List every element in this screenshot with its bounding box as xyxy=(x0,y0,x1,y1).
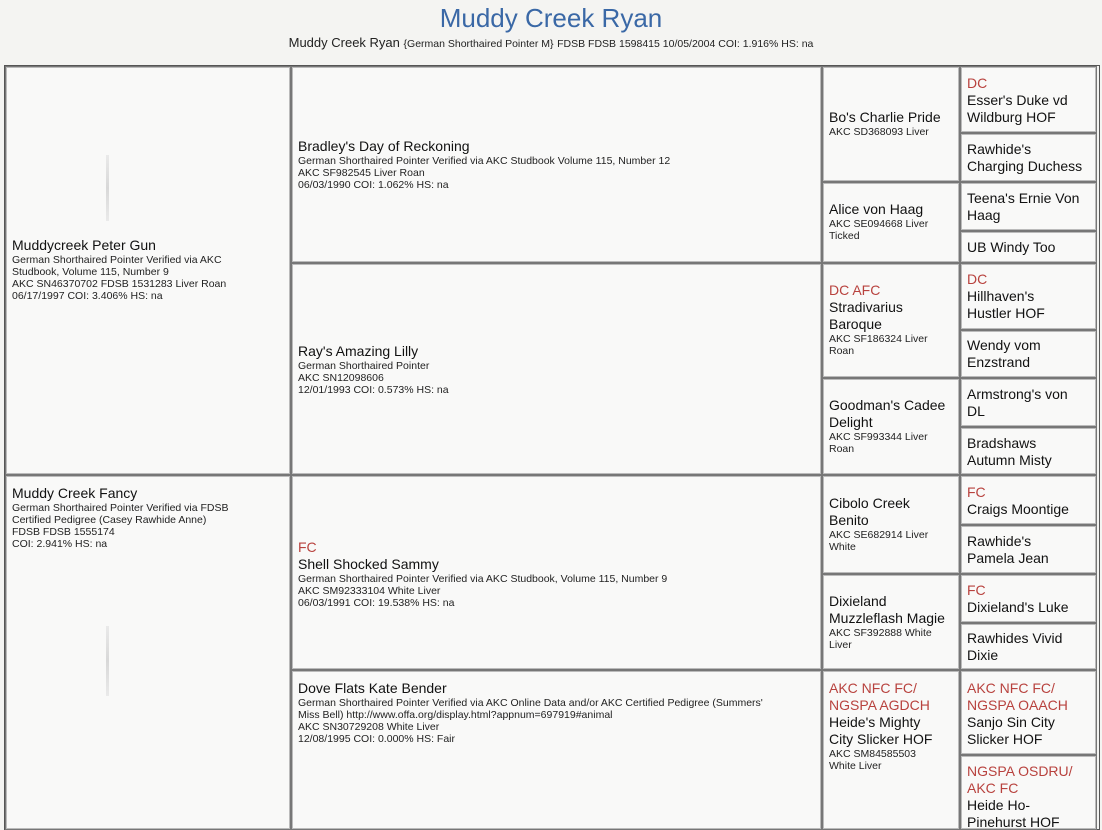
sire-dam-name: Ray's Amazing Lilly xyxy=(298,343,419,359)
dam-cell[interactable] xyxy=(5,475,291,830)
gen4-ub-windy-too[interactable] xyxy=(960,231,1097,263)
dam-dam-cell[interactable] xyxy=(291,670,822,830)
gen4-essers-duke[interactable] xyxy=(960,66,1097,133)
gen3-dss-info1: AKC SE682914 Liver xyxy=(829,529,929,541)
gen4-rawhides-vivid-dixie[interactable] xyxy=(960,623,1097,670)
dam-dam-registration: AKC SN30729208 White Liver xyxy=(298,721,440,733)
dam-dam-name: Dove Flats Kate Bender xyxy=(298,680,447,696)
dam-sire-name: Shell Shocked Sammy xyxy=(298,556,439,572)
gen3-dsd-info1: AKC SF392888 White xyxy=(829,627,932,639)
page-title: Muddy Creek Ryan xyxy=(439,3,663,33)
gen4-rawhides-charging-duchess[interactable] xyxy=(960,133,1097,182)
dam-dam-verification: German Shorthaired Pointer Verified via AKC Online Data and/or AKC Certified Pedigree (Summers' xyxy=(298,697,763,709)
gen3-dds-title2: NGSPA AGDCH xyxy=(829,697,930,713)
gen3-dss-name1: Cibolo Creek xyxy=(829,495,910,511)
gen4-k-title: FC xyxy=(967,582,986,598)
scan-artifact xyxy=(106,626,109,696)
dam-certified: Certified Pedigree (Casey Rawhide Anne) xyxy=(12,514,207,526)
gen4-k-name1: Dixieland's Luke xyxy=(967,599,1069,615)
gen3-dds-name1: Heide's Mighty xyxy=(829,714,921,730)
gen3-sds-info2: Roan xyxy=(829,345,855,357)
gen3-dss-info2: White xyxy=(829,541,856,553)
gen3-sdd-name2: Delight xyxy=(829,414,873,430)
gen3-sss-info: AKC SD368093 Liver xyxy=(829,126,929,138)
gen4-g-name2: DL xyxy=(967,403,985,419)
gen3-dsd-name2: Muzzleflash Magie xyxy=(829,610,945,626)
sire-cell[interactable] xyxy=(5,66,291,475)
dam-verification: German Shorthaired Pointer Verified via FDSB xyxy=(12,502,229,514)
gen3-cibolo-creek-benito[interactable] xyxy=(822,475,960,574)
gen3-dss-name2: Benito xyxy=(829,512,869,528)
gen3-dds-name2: City Slicker HOF xyxy=(829,731,933,747)
gen4-bradshaws-autumn-misty[interactable] xyxy=(960,427,1097,475)
gen3-dixieland-muzzleflash-magie[interactable] xyxy=(822,574,960,670)
gen4-a-name2: Wildburg HOF xyxy=(967,109,1056,125)
gen4-n-title2: AKC FC xyxy=(967,780,1019,796)
sire-dam-registration: AKC SN12098606 xyxy=(298,372,384,384)
gen4-craigs-moontige[interactable] xyxy=(960,475,1097,525)
gen4-f-name2: Enzstrand xyxy=(967,354,1031,370)
gen4-heide-ho-pinehurst[interactable] xyxy=(960,755,1097,830)
gen4-m-name1: Sanjo Sin City xyxy=(967,714,1055,730)
gen4-armstrongs-von-dl[interactable] xyxy=(960,378,1097,427)
gen3-alice-von-haag[interactable] xyxy=(822,182,960,263)
gen3-sds-info1: AKC SF186324 Liver xyxy=(829,333,928,345)
gen4-e-name2: Hustler HOF xyxy=(967,305,1045,321)
sire-sire-cell[interactable] xyxy=(291,66,822,263)
gen3-ssd-info2: Ticked xyxy=(829,230,860,242)
subtitle-dog-name: Muddy Creek Ryan xyxy=(288,35,400,50)
gen3-sdd-info1: AKC SF993344 Liver xyxy=(829,431,928,443)
gen4-h-name2: Autumn Misty xyxy=(967,452,1052,468)
dam-sire-verification: German Shorthaired Pointer Verified via AKC Studbook, Volume 115, Number 9 xyxy=(298,573,668,585)
subtitle-breed: {German Shorthaired Pointer M} xyxy=(403,38,554,50)
gen3-dsd-name1: Dixieland xyxy=(829,593,887,609)
dam-sire-birth-coi: 06/03/1991 COI: 19.538% HS: na xyxy=(298,597,455,609)
gen4-n-name2: Pinehurst HOF xyxy=(967,814,1060,830)
gen4-b-name2: Charging Duchess xyxy=(967,158,1083,174)
gen4-j-name1: Rawhide's xyxy=(967,533,1032,549)
scan-artifact xyxy=(106,155,109,221)
sire-studbook: Studbook, Volume 115, Number 9 xyxy=(12,266,169,278)
gen3-stradivarius-baroque[interactable] xyxy=(822,263,960,378)
gen4-a-title: DC xyxy=(967,75,988,91)
gen3-sss-name: Bo's Charlie Pride xyxy=(829,109,941,125)
gen4-a-name1: Esser's Duke vd xyxy=(967,92,1068,108)
gen4-wendy-vom-enzstrand[interactable] xyxy=(960,330,1097,378)
sire-sire-verification: German Shorthaired Pointer Verified via AKC Studbook Volume 115, Number 12 xyxy=(298,155,671,167)
gen4-g-name1: Armstrong's von xyxy=(967,386,1068,402)
gen4-n-name1: Heide Ho- xyxy=(967,797,1031,813)
sire-verification: German Shorthaired Pointer Verified via AKC xyxy=(12,254,222,266)
sire-dam-cell[interactable] xyxy=(291,263,822,475)
sire-sire-birth-coi: 06/03/1990 COI: 1.062% HS: na xyxy=(298,179,449,191)
sire-registration: AKC SN46370702 FDSB 1531283 Liver Roan xyxy=(12,278,227,290)
gen4-m-title2: NGSPA OAACH xyxy=(967,697,1068,713)
gen4-l-name2: Dixie xyxy=(967,647,999,663)
dam-registration: FDSB FDSB 1555174 xyxy=(12,526,115,538)
gen4-i-title: FC xyxy=(967,484,986,500)
gen4-i-name1: Craigs Moontige xyxy=(967,501,1069,517)
gen4-n-title1: NGSPA OSDRU/ xyxy=(967,763,1073,779)
sire-dam-birth-coi: 12/01/1993 COI: 0.573% HS: na xyxy=(298,384,449,396)
subtitle-registration: FDSB FDSB 1598415 10/05/2004 COI: 1.916% HS: na xyxy=(557,38,814,50)
gen3-sdd-name1: Goodman's Cadee xyxy=(829,397,946,413)
gen4-m-title1: AKC NFC FC/ xyxy=(967,680,1055,696)
gen4-b-name1: Rawhide's xyxy=(967,141,1032,157)
gen4-hillhavens-hustler[interactable] xyxy=(960,263,1097,330)
dam-name: Muddy Creek Fancy xyxy=(12,485,138,501)
page-subtitle xyxy=(0,35,1102,52)
gen3-dds-title1: AKC NFC FC/ xyxy=(829,680,917,696)
gen3-ssd-name: Alice von Haag xyxy=(829,201,924,217)
gen4-teenas-ernie-von-haag[interactable] xyxy=(960,182,1097,231)
gen4-f-name1: Wendy vom xyxy=(967,337,1041,353)
gen3-dsd-info2: Liver xyxy=(829,639,852,651)
gen4-j-name2: Pamela Jean xyxy=(967,550,1049,566)
sire-dam-breed: German Shorthaired Pointer xyxy=(298,360,430,372)
dam-coi: COI: 2.941% HS: na xyxy=(12,538,108,550)
gen4-l-name1: Rawhides Vivid xyxy=(967,630,1063,646)
dam-sire-title: FC xyxy=(298,539,317,555)
gen4-e-name1: Hillhaven's xyxy=(967,288,1035,304)
sire-sire-registration: AKC SF982545 Liver Roan xyxy=(298,167,425,179)
gen3-sds-name1: Stradivarius xyxy=(829,299,903,315)
gen3-sds-name2: Baroque xyxy=(829,316,882,332)
sire-birth-coi: 06/17/1997 COI: 3.406% HS: na xyxy=(12,290,163,302)
dam-dam-birth-coi: 12/08/1995 COI: 0.000% HS: Fair xyxy=(298,733,456,745)
dam-sire-cell[interactable] xyxy=(291,475,822,670)
sire-name: Muddycreek Peter Gun xyxy=(12,237,156,253)
gen4-h-name1: Bradshaws xyxy=(967,435,1037,451)
gen4-sanjo-sin-city-slicker[interactable] xyxy=(960,670,1097,755)
sire-sire-name: Bradley's Day of Reckoning xyxy=(298,138,470,154)
gen4-rawhides-pamela-jean[interactable] xyxy=(960,525,1097,574)
gen3-bos-charlie-pride[interactable] xyxy=(822,66,960,182)
gen4-c-name1: Teena's Ernie Von xyxy=(967,190,1080,206)
gen3-sdd-info2: Roan xyxy=(829,443,855,455)
gen4-d-name1: UB Windy Too xyxy=(967,239,1056,255)
gen3-goodmans-cadee-delight[interactable] xyxy=(822,378,960,475)
gen4-e-title: DC xyxy=(967,271,988,287)
gen4-m-name2: Slicker HOF xyxy=(967,731,1043,747)
gen3-ssd-info1: AKC SE094668 Liver xyxy=(829,218,929,230)
gen3-dds-info1: AKC SM84585503 xyxy=(829,748,916,760)
dam-sire-registration: AKC SM92333104 White Liver xyxy=(298,585,441,597)
gen4-dixielands-luke[interactable] xyxy=(960,574,1097,623)
gen3-sds-title: DC AFC xyxy=(829,282,881,298)
gen3-heides-mighty-city-slicker[interactable] xyxy=(822,670,960,830)
gen4-c-name2: Haag xyxy=(967,207,1001,223)
dam-dam-offa-link[interactable]: Miss Bell) http://www.offa.org/display.html?appnum=697919#animal xyxy=(298,709,613,721)
gen3-dds-info2: White Liver xyxy=(829,760,882,772)
